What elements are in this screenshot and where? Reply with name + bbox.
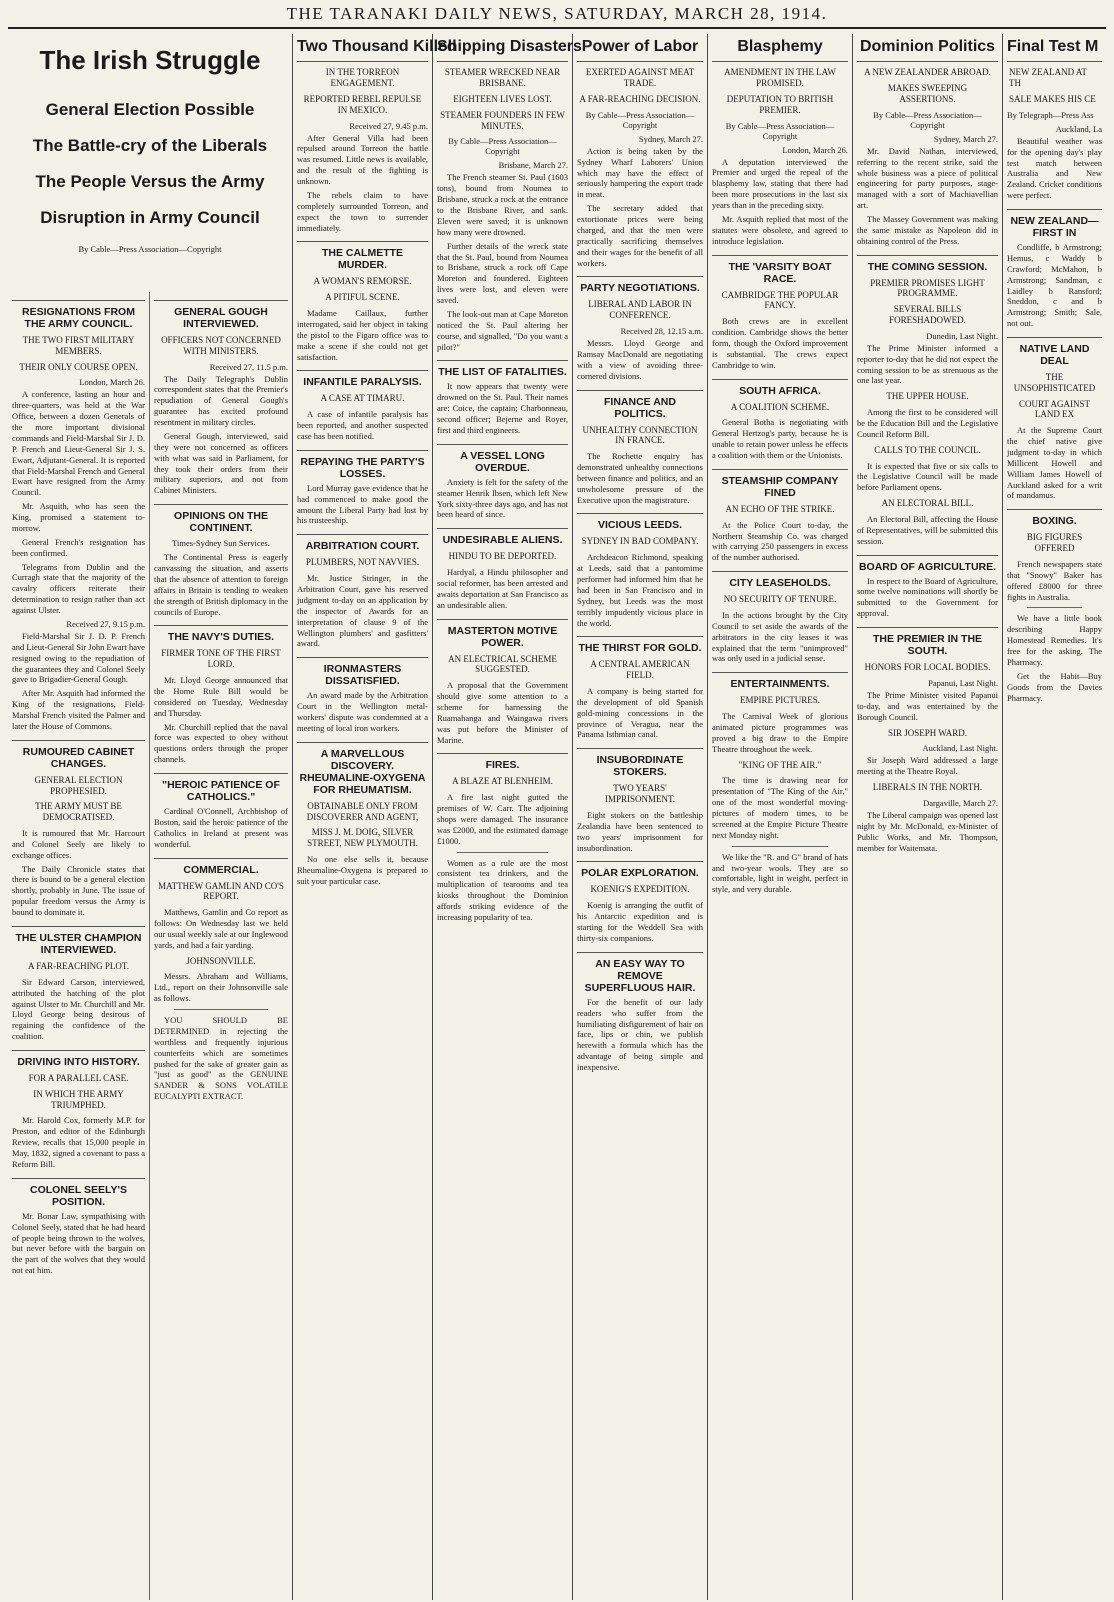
deck-line: A WOMAN'S REMORSE. bbox=[313, 276, 412, 287]
deck-line: NO SECURITY OF TENURE. bbox=[723, 594, 837, 605]
dateline: Received 27, 9.15 p.m. bbox=[66, 618, 145, 629]
deck-line: A CENTRAL AMERICAN FIELD. bbox=[590, 659, 690, 681]
section-heading: STEAMSHIP COMPANY FINED bbox=[712, 469, 848, 499]
section-heading: THE PREMIER IN THE SOUTH. bbox=[857, 627, 998, 657]
advertisement-text: We like the "R. and G" brand of hats and two-year wools. They are so comfortable, light in weight, perfect in style, and very durable. bbox=[712, 851, 848, 895]
article-headline: Shipping Disasters bbox=[437, 34, 568, 62]
section-heading: DRIVING INTO HISTORY. bbox=[12, 1050, 145, 1068]
section-heading: MASTERTON MOTIVE POWER. bbox=[437, 619, 568, 649]
dateline: Sydney, March 27. bbox=[638, 133, 703, 144]
columns bbox=[8, 34, 1106, 1600]
deck-line: "KING OF THE AIR." bbox=[738, 759, 822, 770]
section-heading: UNDESIRABLE ALIENS. bbox=[437, 528, 568, 546]
article-text: At the Police Court to-day, the Northern Steamship Co. was charged with carrying 250 passengers in excess of the number authorised. bbox=[712, 519, 848, 563]
deck-line: MISS J. M. DOIG, SILVER STREET, NEW PLYMOUTH. bbox=[307, 827, 418, 849]
article-text: General French's resignation has been confirmed. bbox=[12, 536, 145, 558]
deck-line: IN WHICH THE ARMY TRIUMPHED. bbox=[33, 1088, 124, 1110]
divider bbox=[732, 846, 828, 847]
article-text: Madame Caillaux, further interrogated, said her object in taking the pistol to the Figaro office was to make a scene if she could not get satisfaction. bbox=[297, 308, 428, 362]
section-heading: THE LIST OF FATALITIES. bbox=[437, 360, 568, 378]
section-heading: PARTY NEGOTIATIONS. bbox=[577, 276, 703, 294]
section-heading: POLAR EXPLORATION. bbox=[577, 861, 703, 879]
article-text: A company is being started for the development of old Spanish gold-mining concessions in the province of Veragua, near the Panama Isthmian canal. bbox=[577, 685, 703, 740]
section-heading: THE COMING SESSION. bbox=[857, 255, 998, 273]
article-text: The secretary added that extortionate prices were being charged, and that the men were practically sacrificing themselves and their wages for the benefit of all workers. bbox=[577, 203, 703, 268]
article-text: The Liberal campaign was opened last night by Mr. McDonald, ex-Minister of Public Works, and Mr. Thompson, member for Waitemata. bbox=[857, 809, 998, 853]
deck-line: LIBERALS IN THE NORTH. bbox=[872, 782, 983, 793]
deck-line: REPORTED REBEL REPULSE IN MEXICO. bbox=[303, 93, 422, 115]
deck-line: IN THE TORREON ENGAGEMENT. bbox=[325, 67, 400, 89]
article-text: For the benefit of our lady readers who suffer from the humiliating disfigurement of hair on face, lips or chin, we publish herewith a formula which has the advantage of being simple and inexpensive. bbox=[577, 996, 703, 1072]
divider bbox=[457, 852, 548, 853]
article-text: The Daily Chronicle states that there is bound to be a general election shortly, probably in June. The issue of popular freedom versus the Army is bound to dominate it. bbox=[12, 863, 145, 918]
article-text: The look-out man at Cape Moreton noticed the St. Paul altering her course, and signalled, "Do you want a pilot?" bbox=[437, 308, 568, 352]
article-text: A deputation interviewed the Premier and urged the repeal of the blasphemy law, stating that there had been more prosecutions in the last six years than in the preceding sixty. bbox=[712, 156, 848, 211]
article-text: The Carnival Week of glorious animated picture programmes was proved a big draw to the Empire Theatre throughout the week. bbox=[712, 711, 848, 754]
column-power-of-labor bbox=[573, 34, 708, 1600]
article-text: The Prime Minister informed a reporter to-day that he did not expect the coming session to be as strenuous as the one last year. bbox=[857, 342, 998, 386]
deck-line: AN ECHO OF THE STRIKE. bbox=[725, 503, 835, 514]
article-text: A case of infantile paralysis has been reported, and another suspected case has been notified. bbox=[297, 409, 428, 441]
credit-line: Times-Sydney Sun Services. bbox=[172, 538, 270, 549]
article-text: General Gough, interviewed, said they were not concerned as officers with what was said in Parliament, for they took their orders from their military superiors, and not from Cabinet Ministers. bbox=[154, 430, 288, 496]
section-heading: SOUTH AFRICA. bbox=[712, 379, 848, 397]
deck-line: THE ARMY MUST BE DEMOCRATISED. bbox=[35, 801, 122, 823]
section-heading: FINANCE AND POLITICS. bbox=[577, 390, 703, 420]
deck-line: THE UNSOPHISTICATED bbox=[1013, 372, 1096, 393]
subheading: The People Versus the Army bbox=[35, 171, 265, 191]
article-text: Mr. Harold Cox, formerly M.P. for Preston, and editor of the Edinburgh Review, recalls that 15,000 people in May, 1832, signed a covenant to pass a Reform Bill. bbox=[12, 1115, 145, 1169]
deck-line: HONORS FOR LOCAL BODIES. bbox=[864, 662, 991, 673]
section-heading: GENERAL GOUGH INTERVIEWED. bbox=[154, 300, 288, 330]
deck-line: EXERTED AGAINST MEAT TRADE. bbox=[585, 67, 695, 89]
deck-line: STEAMER WRECKED NEAR BRISBANE. bbox=[444, 67, 561, 89]
dateline: Dargaville, March 27. bbox=[923, 797, 998, 808]
article-text: Archdeacon Richmond, speaking at Leeds, said that a pantomime performer had informed him that he had been in San Francisco and in Sydney, but Leeds was the most terribly impudently vicious place in the world. bbox=[577, 552, 703, 628]
deck-line: A BLAZE AT BLENHEIM. bbox=[452, 776, 553, 787]
dateline: Received 27, 9.45 p.m. bbox=[349, 120, 428, 131]
deck-line: PREMIER PROMISES LIGHT PROGRAMME. bbox=[870, 277, 985, 299]
article-text: A conference, lasting an hour and three-quarters, was held at the War Office, between a dozen Generals of the more important divisional commands and Field-Marshal Sir J. D. P. French and Lieut-General Sir J. S. Ewart, Adjutant-General. It is reported that Field-Marshal French and General Ewart have resigned from the Army Council. bbox=[12, 389, 145, 498]
column-final-test bbox=[1003, 34, 1106, 1600]
article-text: The Rochette enquiry has demonstrated unhealthy connections between finance and politics, and an unwholesome pressure of the Executive upon the magistrature. bbox=[577, 451, 703, 505]
dateline: Auckland, La bbox=[1055, 123, 1102, 134]
deck-line: NEW ZEALAND AT TH bbox=[1009, 67, 1087, 89]
section-heading: BOXING. bbox=[1007, 509, 1102, 527]
dateline: Papanui, Last Night. bbox=[928, 677, 998, 688]
column-two-thousand-killed bbox=[293, 34, 457, 1600]
advertisement-text: We have a little book describing Happy Homestead Remedies. It's free for the asking. The Pharmacy. bbox=[1007, 613, 1102, 667]
deck-line: A PITIFUL SCENE. bbox=[325, 292, 400, 303]
deck-line: DEPUTATION TO BRITISH PREMIER. bbox=[726, 93, 834, 115]
article-text: Beautiful weather was for the opening day's play test match between Australia and New Zealand. Cricket conditions were perfect. bbox=[1007, 135, 1102, 201]
article-text: French newspapers state that "Snowy" Baker has offered £8000 for three fights in Australia. bbox=[1007, 558, 1102, 602]
article-text: An award made by the Arbitration Court in the Wellington metal-workers' dispute was condemned at a meeting of local iron workers. bbox=[297, 690, 428, 733]
credit-line: By Cable—Press Association—Copyright bbox=[448, 136, 557, 157]
article-text: Sir Joseph Ward addressed a large meeting at the Theatre Royal. bbox=[857, 755, 998, 777]
divider bbox=[174, 1009, 268, 1010]
deck-line: COURT AGAINST LAND EX bbox=[1018, 398, 1091, 420]
dateline: Auckland, Last Night. bbox=[922, 743, 998, 754]
article-text: After Mr. Asquith had informed the King of the resignations, Field-Marshal French visited the Palmer and later the House of Commons. bbox=[12, 688, 145, 731]
article-text: Field-Marshal Sir J. D. P. French and Lieut-General Sir John Ewart have resigned owing to the repudiation of the guarantees they and Colonel Seely gave to Brigadier-General Gough. bbox=[12, 630, 145, 685]
deck-line: JOHNSONVILLE. bbox=[186, 955, 256, 966]
article-text: Koenig is arranging the outfit of his Antarctic expedition and is starting for the Weddell Sea with thirty-six companions. bbox=[577, 900, 703, 943]
deck-line: THEIR ONLY COURSE OPEN. bbox=[19, 361, 138, 372]
deck-line: UNHEALTHY CONNECTION IN FRANCE. bbox=[582, 424, 698, 446]
section-heading: IRONMASTERS DISSATISFIED. bbox=[297, 657, 428, 687]
article-text: Lord Murray gave evidence that he had commenced to make good the amount the Liberal Party had lost by his trusteeship. bbox=[297, 482, 428, 526]
deck-line: OBTAINABLE ONLY FROM DISCOVERER AND AGENT, bbox=[306, 800, 419, 822]
article-text: Hardyal, a Hindu philosopher and social reformer, has been arrested and awaits deportation at San Francisco as an undesirable alien. bbox=[437, 567, 568, 610]
article-text: It is rumoured that Mr. Harcourt and Colonel Seely are likely to exchange offices. bbox=[12, 827, 145, 860]
section-heading: INFANTILE PARALYSIS. bbox=[297, 370, 428, 388]
article-text: The Daily Telegraph's Dublin correspondent states that the Premier's repudiation of General Gough's guarantee has excited profound resentment in military circles. bbox=[154, 373, 288, 428]
article-text: It is expected that five or six calls to the Legislative Council will be made before Parliament opens. bbox=[857, 460, 998, 493]
article-text: The French steamer St. Paul (1603 tons), bound from Noumea to Brisbane, struck a rock at the entrance to the Brisbane River, and sank. Eleven were saved; it is unknown how many were drowned. bbox=[437, 172, 568, 237]
subcolumn-left bbox=[8, 292, 150, 1600]
section-heading: RUMOURED CABINET CHANGES. bbox=[12, 740, 145, 770]
section-heading: AN EASY WAY TO REMOVE SUPERFLUOUS HAIR. bbox=[577, 952, 703, 994]
dateline: London, March 26. bbox=[79, 377, 145, 388]
article-headline: The Irish Struggle bbox=[39, 45, 261, 75]
section-heading: OPINIONS ON THE CONTINENT. bbox=[154, 504, 288, 534]
article-text: Mr. Justice Stringer, in the Arbitration Court, gave his reserved judgment to-day on an application by the inspector of Awards for an interpretation of clause 9 of the Wellington plumbers' and gasfitters' award. bbox=[297, 573, 428, 649]
article-text: Eight stokers on the battleship Zealandia have been sentenced to two years' imprisonment for insubordination. bbox=[577, 809, 703, 853]
article-text: Mr. David Nathan, interviewed, referring to the recent strike, said the whole business was a piece of political engineering for party purposes, stage-managed with a sort of Machiavellian art. bbox=[857, 145, 998, 211]
credit-line: By Telegraph—Press Ass bbox=[1007, 109, 1094, 120]
article-text: Telegrams from Dublin and the Curragh state that the majority of the cavalry officers reiterate their determination to resign rather than act against Ulster. bbox=[12, 561, 145, 616]
deck-line: GENERAL ELECTION PROPHESIED. bbox=[34, 774, 123, 796]
dateline: Received 27, 11.5 p.m. bbox=[209, 361, 288, 372]
credit-line: By Cable—Press Association—Copyright bbox=[585, 109, 695, 130]
section-heading: CITY LEASEHOLDS. bbox=[712, 571, 848, 589]
deck-line: SEVERAL BILLS FORESHADOWED. bbox=[889, 304, 966, 326]
column-irish-struggle bbox=[8, 34, 293, 1600]
deck-line: EIGHTEEN LIVES LOST. bbox=[453, 93, 552, 104]
credit-line: By Cable—Press Association—Copyright bbox=[78, 243, 222, 254]
article-headline: Power of Labor bbox=[577, 34, 703, 62]
article-text: A fire last night gutted the premises of W. Carr. The adjoining shops were damaged. The insurance was £2000, and the estimated damage £1000. bbox=[437, 792, 568, 846]
article-text: Matthews, Gamlin and Co report as follows: On Wednesday last we held our usual weekly sale at our Inglewood yards, and had a fair yarding. bbox=[154, 907, 288, 950]
article-text: Messrs. Abraham and Williams, Ltd., report on their Johnsonville sale as follows. bbox=[154, 971, 288, 1004]
section-heading: "HEROIC PATIENCE OF CATHOLICS." bbox=[154, 773, 288, 803]
deck-line: AMENDMENT IN THE LAW PROMISED. bbox=[724, 67, 836, 89]
section-heading: THE 'VARSITY BOAT RACE. bbox=[712, 255, 848, 285]
article-text: Mr. Bonar Law, sympathising with Colonel Seely, stated that he had heard of people being thrown to the wolves, but never before with the bargain on the part of the wolves that they would not eat him. bbox=[12, 1210, 145, 1276]
advertisement-text: YOU SHOULD BE DETERMINED in rejecting the worthless and frequently injurious counterfeits which are sometimes pushed for the sake of greater gain as "just as good" as the GENUINE SANDER & SONS VOLATILE EUCALYPTI EXTRACT. bbox=[154, 1015, 288, 1102]
article-text: An Electoral Bill, affecting the House of Representatives, will be submitted this session. bbox=[857, 513, 998, 546]
dateline: Sydney, March 27. bbox=[933, 133, 998, 144]
article-text: It now appears that twenty were drowned on the St. Paul. Their names are: Coice, the captain; Charbonneau, second officer; Bejerne and Royer, first and third engineers. bbox=[437, 381, 568, 435]
deck-line: AN ELECTRICAL SCHEME SUGGESTED. bbox=[448, 653, 557, 675]
article-text: Among the first to be considered will be the Education Bill and the Legislative Council Reform Bill. bbox=[857, 407, 998, 439]
deck-line: A NEW ZEALANDER ABROAD. bbox=[864, 67, 991, 78]
article-text: Both crews are in excellent condition. Cambridge shows the better form, though the Oxford improvement is substantial. The crews expect Cambridge to win. bbox=[712, 316, 848, 370]
article-text: The Continental Press is eagerly canvassing the situation, and asserts that the absence of attention to foreign affairs in Britain is tending to weaken the strength of British diplomacy in the councils of Europe. bbox=[154, 552, 288, 617]
section-heading: BOARD OF AGRICULTURE. bbox=[857, 555, 998, 573]
article-text: Cardinal O'Connell, Archbishop of Boston, said the heroic patience of the Catholics in Ireland at present was wonderful. bbox=[154, 806, 288, 849]
deck-line: HINDU TO BE DEPORTED. bbox=[448, 551, 557, 562]
column-blasphemy bbox=[708, 34, 853, 1600]
deck-line: A COALITION SCHEME. bbox=[730, 401, 830, 412]
deck-line: MAKES SWEEPING ASSERTIONS. bbox=[887, 83, 968, 104]
article-text: Mr. Lloyd George announced that the Home Rule Bill would be considered on Tuesday, Wednesday and Thursday. bbox=[154, 675, 288, 718]
column-dominion-politics bbox=[853, 34, 1003, 1600]
article-text: At the Supreme Court the chief native give judgment to-day in which Millicent Howell and William James Howell of Auckland asked for a writ of mandamus. bbox=[1007, 425, 1102, 501]
article-text: Women as a rule are the most consistent tea drinkers, and the multiplication of tearooms and tea kiosks throughout the Dominion affords striking evidence of the increasing popularity of tea. bbox=[437, 857, 568, 922]
deck-line: EMPIRE PICTURES. bbox=[739, 695, 820, 706]
article-text: Anxiety is felt for the safety of the steamer Henrik Ibsen, which left New York sixty-three days ago, and has not been heard of since. bbox=[437, 476, 568, 520]
deck-line: BIG FIGURES OFFERED bbox=[1026, 532, 1083, 554]
deck-line: AN ELECTORAL BILL. bbox=[881, 498, 974, 509]
credit-line: By Cable—Press Association—Copyright bbox=[725, 120, 835, 141]
article-text: In the actions brought by the City Council to set aside the awards of the arbitrators in the city leases it was explained that the term "unimproved" was only used in a judicial sense. bbox=[712, 609, 848, 664]
article-text: Mr. Churchill replied that the naval force was expected to obey without questions orders through the proper channels. bbox=[154, 721, 288, 765]
deck-line: FIRMER TONE OF THE FIRST LORD. bbox=[161, 648, 281, 670]
article-headline: Final Test M bbox=[1007, 34, 1102, 62]
deck-line: THE UPPER HOUSE. bbox=[886, 391, 969, 402]
deck-line: CALLS TO THE COUNCIL. bbox=[874, 444, 981, 455]
article-text: General Botha is negotiating with General Hertzog's party, because he is unable to retain power unless he effects a coalition with them or the Unionists. bbox=[712, 417, 848, 460]
deck-line: STEAMER FOUNDERS IN FEW MINUTES. bbox=[440, 109, 565, 131]
subheading: The Battle-cry of the Liberals bbox=[32, 135, 268, 155]
article-text: In respect to the Board of Agriculture, some twelve nominations will shortly be submitted to the Government for approval. bbox=[857, 575, 998, 619]
deck-line: SIR JOSEPH WARD. bbox=[887, 727, 968, 738]
section-heading: RESIGNATIONS FROM THE ARMY COUNCIL. bbox=[12, 300, 145, 330]
section-heading: THE NAVY'S DUTIES. bbox=[154, 625, 288, 643]
section-heading: A VESSEL LONG OVERDUE. bbox=[437, 444, 568, 474]
section-heading: REPAYING THE PARTY'S LOSSES. bbox=[297, 450, 428, 480]
article-text: Action is being taken by the Sydney Wharf Laborers' Union which may have the effect of seriously hampering the export trade in meat. bbox=[577, 145, 703, 200]
deck-line: A CASE AT TIMARU. bbox=[320, 393, 405, 404]
article-text: The Prime Minister visited Papanui to-day, and was entertained by the Borough Council. bbox=[857, 689, 998, 722]
article-text: Mr. Asquith, who has seen the King, promised a statement to-morrow. bbox=[12, 501, 145, 533]
credit-line: By Cable—Press Association—Copyright bbox=[873, 109, 982, 130]
deck-line: FOR A PARALLEL CASE. bbox=[28, 1073, 129, 1083]
article-headline: Dominion Politics bbox=[857, 34, 998, 62]
dateline: Dunedin, Last Night. bbox=[926, 330, 998, 341]
section-heading: THE ULSTER CHAMPION INTERVIEWED. bbox=[12, 926, 145, 956]
deck-line: A FAR-REACHING DECISION. bbox=[579, 93, 701, 104]
article-text: Messrs. Lloyd George and Ramsay MacDonald are negotiating with a view of avoiding three-cornered divisions. bbox=[577, 338, 703, 381]
deck-line: LIBERAL AND LABOR IN CONFERENCE. bbox=[588, 299, 692, 321]
article-text: A proposal that the Government should give some attention to a scheme for harnessing the Ruamahanga and Waingawa rivers was put before the Minister of Marine. bbox=[437, 680, 568, 745]
section-heading: INSUBORDINATE STOKERS. bbox=[577, 748, 703, 778]
section-heading: NATIVE LAND DEAL bbox=[1007, 337, 1102, 367]
irish-lead bbox=[8, 34, 292, 292]
section-heading: THE CALMETTE MURDER. bbox=[297, 241, 428, 271]
deck-line: A FAR-REACHING PLOT. bbox=[28, 960, 129, 971]
section-heading: THE THIRST FOR GOLD. bbox=[577, 636, 703, 654]
article-text: The time is drawing near for presentation of "The King of the Air," one of the most wonderful moving-pictures of modern times, to be screened at the Empire Picture Theatre next Monday night. bbox=[712, 775, 848, 840]
subcolumn-right bbox=[150, 292, 292, 1600]
article-text: The rebels claim to have completely surrounded Torreon, and expect the town to surrender immediately. bbox=[297, 189, 428, 233]
section-heading: ENTERTAINMENTS. bbox=[712, 672, 848, 690]
article-headline: Blasphemy bbox=[712, 34, 848, 62]
deck-line: CAMBRIDGE THE POPULAR FANCY. bbox=[721, 289, 839, 311]
article-text: After General Villa had been repulsed around Torreon the battle was resumed. Little news is available, and the result of the fighting is unknown. bbox=[297, 132, 428, 187]
section-heading: COMMERCIAL. bbox=[154, 858, 288, 876]
column-shipping-disasters bbox=[433, 34, 582, 1600]
deck-line: OFFICERS NOT CONCERNED WITH MINISTERS. bbox=[161, 335, 281, 356]
deck-line: SALE MAKES HIS CE bbox=[1009, 93, 1096, 104]
article-text: Further details of the wreck state that the St. Paul, bound from Noumea to Brisbane, struck a rock off Cape Moreton and foundered. Eighteen lives were lost, and eleven were saved. bbox=[437, 240, 568, 305]
article-headline: Two Thousand Killed bbox=[297, 34, 428, 62]
masthead: THE TARANAKI DAILY NEWS, SATURDAY, MARCH 28, 1914. bbox=[8, 4, 1106, 29]
deck-line: THE TWO FIRST MILITARY MEMBERS. bbox=[22, 335, 135, 356]
deck-line: TWO YEARS' IMPRISONMENT. bbox=[604, 783, 676, 805]
section-heading: COLONEL SEELY'S POSITION. bbox=[12, 1178, 145, 1208]
article-text: The Massey Government was making the same mistake as Napoleon did in obtaining control of the Press. bbox=[857, 214, 998, 246]
subheading: Disruption in Army Council bbox=[40, 207, 260, 227]
section-heading: A MARVELLOUS DISCOVERY. RHEUMALINE-OXYGENA FOR RHEUMATISM. bbox=[297, 742, 428, 796]
dateline: Received 28, 12.15 a.m. bbox=[620, 326, 703, 336]
article-text: Mr. Asquith replied that most of the statutes were obsolete, and agreed to introduce legislation. bbox=[712, 213, 848, 246]
section-heading: FIRES. bbox=[437, 753, 568, 771]
article-text: No one else sells it, because Rheumaline-Oxygena is prepared to suit your particular case. bbox=[297, 853, 428, 886]
advertisement-text: Get the Habit—Buy Goods from the Davies Pharmacy. bbox=[1007, 670, 1102, 703]
dateline: London, March 26. bbox=[782, 144, 848, 155]
dateline: Brisbane, March 27. bbox=[498, 160, 568, 171]
subheading: General Election Possible bbox=[45, 99, 255, 119]
deck-line: MATTHEW GAMLIN AND CO'S REPORT. bbox=[158, 880, 284, 902]
divider bbox=[1027, 607, 1082, 608]
deck-line: KOENIG'S EXPEDITION. bbox=[590, 884, 690, 895]
deck-line: SYDNEY IN BAD COMPANY. bbox=[581, 536, 699, 547]
article-text: Condliffe, b Armstrong; Hemus, c Waddy b Crawford; McMahon, b Armstrong; Sandman, c Laidley b Ransford; Sneddon, c and b Armstrong; Smith; Sale, not out. bbox=[1007, 242, 1102, 329]
section-heading: VICIOUS LEEDS. bbox=[577, 513, 703, 531]
section-heading: NEW ZEALAND—FIRST IN bbox=[1007, 209, 1102, 239]
article-text: Sir Edward Carson, interviewed, attributed the hatching of the plot against Ulster to Mr. Churchill and Mr. Lloyd George being desirous of regaining the confidence of the coalition. bbox=[12, 976, 145, 1042]
section-heading: ARBITRATION COURT. bbox=[297, 534, 428, 552]
deck-line: PLUMBERS, NOT NAVVIES. bbox=[305, 557, 420, 568]
